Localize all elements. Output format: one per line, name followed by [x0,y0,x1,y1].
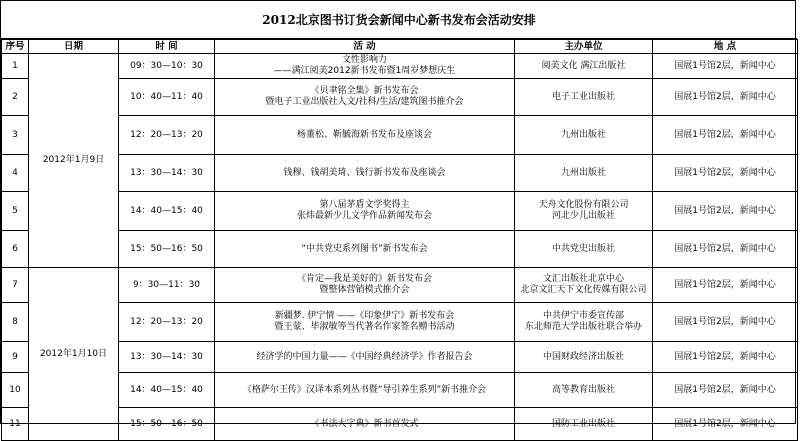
date-cell: 2012年1月9日 [29,54,119,268]
row-number: 3 [2,116,29,155]
time-cell: 14：40—15：40 [119,192,215,231]
activity-cell [215,303,515,342]
row-number: 9 [2,342,29,373]
activity-cell-line: 钱穆、钱胡美琦、钱行新书发布及座谈会 [283,167,446,178]
venue-cell: 国展1号馆2层，新闻中心 [653,373,798,408]
header-activity: 活 动 [215,40,515,54]
host-cell-line: 文汇出版社北京中心 [542,274,624,284]
row-number: 5 [2,192,29,231]
time-cell: 10：40—11：40 [119,79,215,116]
header-venue: 地 点 [653,40,798,54]
venue-cell: 国展1号馆2层，新闻中心 [653,54,798,79]
venue-cell: 国展1号馆2层，新闻中心 [653,408,798,441]
table-row [2,192,798,231]
header-date: 日期 [29,40,119,54]
host-cell [515,79,653,116]
time-cell: 09：30—10：30 [119,54,215,79]
host-cell-line: 九州出版社 [560,129,606,140]
host-cell-line: 东北师范大学出版社联合举办 [524,322,642,332]
venue-cell: 国展1号馆2层，新闻中心 [653,116,798,155]
activity-cell-line: 《肯定—我是美好的》新书发布会 [296,274,432,284]
activity-cell [215,373,515,408]
host-cell-line: 北京文汇天下文化传媒有限公司 [520,285,647,295]
host-cell [515,268,653,303]
host-cell-line: 九州出版社 [560,167,606,178]
time-cell: 14：40—15：40 [119,373,215,408]
activity-cell-line: 《贝聿铭全集》新书发布会 [310,86,419,96]
host-cell-line: 中国财政经济出版社 [542,351,624,362]
table-row [2,373,798,408]
activity-cell-line: 文性影响力 [341,55,387,65]
activity-cell-line: 杨董松、靳毓海新书发布及座谈会 [296,129,432,140]
host-cell-line: 中共伊宁市委宣传部 [542,311,624,321]
host-cell [515,192,653,231]
host-cell [515,116,653,155]
host-cell [515,303,653,342]
row-number: 6 [2,231,29,268]
host-cell-line: 电子工业出版社 [551,91,615,102]
host-cell-line: 河北少儿出版社 [551,211,615,221]
table-row [2,303,798,342]
header-row [2,40,798,54]
activity-cell [215,342,515,373]
time-cell: 13：30—14：30 [119,155,215,192]
row-number: 10 [2,373,29,408]
page-title: 2012北京图书订货会新闻中心新书发布会活动安排 [1,1,797,39]
date-cell: 2012年1月10日 [29,268,119,441]
activity-cell-line: 《书法大字典》新书首发式 [310,418,419,429]
host-cell-line: 阅美文化 满江出版社 [541,60,626,71]
venue-cell: 国展1号馆2层，新闻中心 [653,155,798,192]
table-row [2,54,798,79]
row-number: 11 [2,408,29,441]
table-row [2,268,798,303]
schedule-table [1,39,798,441]
row-number: 1 [2,54,29,79]
row-number: 4 [2,155,29,192]
row-number: 8 [2,303,29,342]
activity-cell-line: 暨王蒙、毕淑敏等当代著名作家签名赠书活动 [274,322,455,332]
venue-cell: 国展1号馆2层，新闻中心 [653,268,798,303]
row-number: 2 [2,79,29,116]
activity-cell-line: 暨电子工业出版社人文/社科/生活/建筑图书推介会 [265,97,464,107]
activity-cell [215,54,515,79]
time-cell: 12：20—13：20 [119,303,215,342]
header-no: 序号 [2,40,29,54]
time-cell: 13：30—14：30 [119,342,215,373]
activity-cell [215,155,515,192]
activity-cell [215,116,515,155]
header-host: 主办单位 [515,40,653,54]
host-cell [515,231,653,268]
activity-cell-line: 新疆梦. 伊宁情 ——《印象伊宁》新书发布会 [274,311,455,321]
venue-cell: 国展1号馆2层，新闻中心 [653,192,798,231]
host-cell-line: 中共党史出版社 [551,243,615,254]
activity-cell [215,192,515,231]
activity-cell-line: 暨整体营销模式推介会 [319,285,410,295]
activity-cell-line: “中共党史系列图书”新书发布会 [301,243,428,254]
host-cell-line: 国防工业出版社 [551,418,615,429]
host-cell-line: 高等教育出版社 [551,384,615,395]
table-row [2,79,798,116]
host-cell [515,342,653,373]
activity-cell-line: ——满江阅美2012新书发布暨1周岁梦想庆生 [273,66,456,76]
time-cell: 15：50—16：50 [119,408,215,441]
activity-cell [215,268,515,303]
host-cell [515,155,653,192]
time-cell: 9：30—11：30 [119,268,215,303]
host-cell [515,54,653,79]
activity-cell [215,231,515,268]
table-row [2,408,798,441]
venue-cell: 国展1号馆2层，新闻中心 [653,79,798,116]
activity-cell-line: 第八届茅盾文学奖得主 [319,200,410,210]
host-cell [515,408,653,441]
table-row [2,231,798,268]
activity-cell-line: 《格萨尔王传》汉译本系列丛书暨“导引养生系列”新书推介会 [242,384,487,395]
row-number: 7 [2,268,29,303]
time-cell: 15：50—16：50 [119,231,215,268]
venue-cell: 国展1号馆2层，新闻中心 [653,342,798,373]
table-row [2,116,798,155]
table-row [2,342,798,373]
activity-cell [215,79,515,116]
venue-cell: 国展1号馆2层，新闻中心 [653,303,798,342]
host-cell-line: 天舟文化股份有限公司 [538,200,629,210]
venue-cell: 国展1号馆2层，新闻中心 [653,231,798,268]
activity-cell [215,408,515,441]
activity-cell-line: 张炜最新少儿文学作品新闻发布会 [296,211,432,221]
activity-cell-line: 经济学的中国力量——《中国经典经济学》作者报告会 [256,351,473,362]
time-cell: 12：20—13：20 [119,116,215,155]
host-cell [515,373,653,408]
header-time: 时 间 [119,40,215,54]
table-row [2,155,798,192]
